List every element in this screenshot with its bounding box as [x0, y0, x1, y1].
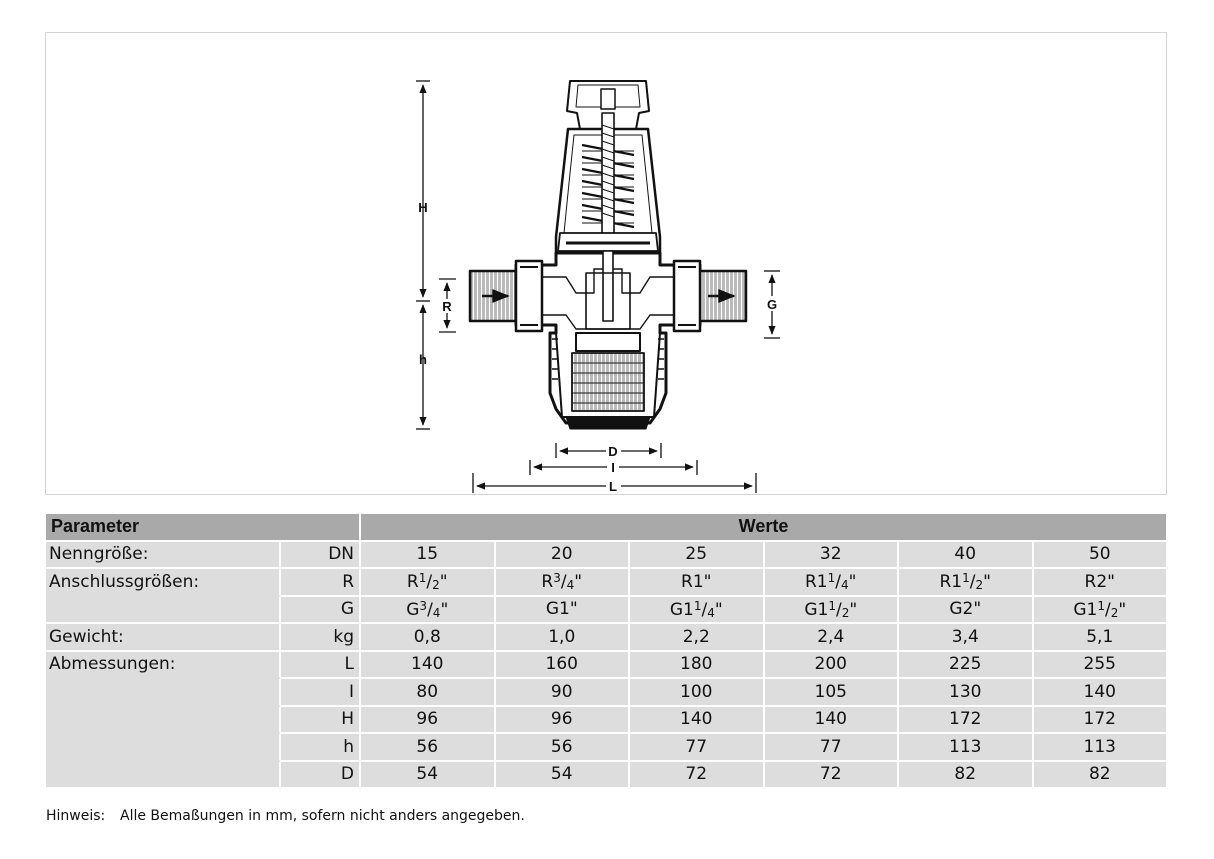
value-cell: [1034, 597, 1169, 625]
value-part-sep: /: [560, 572, 567, 593]
value-cell: 225: [899, 652, 1034, 680]
row-unit: L: [281, 652, 361, 680]
valve-body: [470, 81, 746, 429]
value-cell: 130: [899, 679, 1034, 707]
value-cell: 100: [630, 679, 765, 707]
value-cell: 96: [361, 707, 496, 735]
row-unit: R: [281, 569, 361, 597]
row-unit: kg: [281, 624, 361, 652]
value-cell: 255: [1034, 652, 1169, 680]
value-cell: 180: [630, 652, 765, 680]
value-cell: 80: [361, 679, 496, 707]
value-cell: G2": [899, 597, 1034, 625]
value-part-sup: 3: [553, 571, 561, 586]
value-cell: 140: [630, 707, 765, 735]
value-part-post: ": [714, 599, 723, 620]
row-unit: h: [281, 734, 361, 762]
value-part-pre: G1: [804, 599, 829, 620]
value-part-sup: 1: [418, 571, 427, 586]
row-unit: I: [281, 679, 361, 707]
value-part-sub: 4: [841, 578, 849, 593]
table-row: [46, 734, 1168, 762]
value-part-pre: G1: [1073, 599, 1098, 620]
value-part-post: ": [848, 572, 857, 593]
value-cell: 2,2: [630, 624, 765, 652]
dimension-h: [416, 301, 430, 429]
value-part-sup: 1: [827, 571, 836, 586]
value-cell: 1,0: [496, 624, 631, 652]
technical-data-table: [46, 514, 1168, 789]
value-part-post: ": [1118, 599, 1127, 620]
value-part-sub: 2: [841, 605, 850, 620]
value-part-sep: /: [835, 599, 842, 620]
value-cell: 140: [361, 652, 496, 680]
value-part-pre: R1: [805, 572, 828, 593]
dimension-R: [439, 279, 456, 332]
row-label: Anschlussgrößen:: [46, 569, 281, 597]
value-part-sep: /: [426, 572, 433, 593]
value-cell: 77: [765, 734, 900, 762]
value-part-pre: G: [406, 599, 420, 620]
value-cell: 2,4: [765, 624, 900, 652]
value-part-sep: /: [701, 599, 708, 620]
value-cell: [361, 597, 496, 625]
value-part-post: ": [440, 599, 449, 620]
value-cell: 3,4: [899, 624, 1034, 652]
value-cell: 82: [899, 762, 1034, 790]
value-cell: [496, 569, 631, 597]
value-cell: [765, 597, 900, 625]
value-cell: 200: [765, 652, 900, 680]
table-row: [46, 542, 1168, 570]
value-part-sup: 3: [419, 598, 428, 613]
dimension-I: [530, 460, 697, 475]
footnote: [46, 808, 525, 824]
value-part-sep: /: [427, 599, 433, 620]
value-part-pre: R1: [939, 572, 963, 593]
value-part-post: ": [983, 572, 991, 593]
row-label: Gewicht:: [46, 624, 281, 652]
value-cell: 160: [496, 652, 631, 680]
value-cell: 40: [899, 542, 1034, 570]
dim-label-I: I: [611, 460, 615, 475]
value-cell: 5,1: [1034, 624, 1169, 652]
value-part-sup: 1: [962, 571, 970, 586]
pressure-reducer-cross-section: [46, 33, 1168, 496]
value-part-sub: 2: [975, 578, 984, 593]
value-part-sub: 4: [566, 578, 575, 593]
value-part-sep: /: [835, 572, 842, 593]
value-cell: 77: [630, 734, 765, 762]
value-cell: 90: [496, 679, 631, 707]
dimension-L: [473, 473, 756, 494]
value-cell: 54: [496, 762, 631, 790]
value-part-sub: 2: [432, 578, 440, 593]
parameter-header: Parameter: [46, 514, 361, 542]
value-cell: 25: [630, 542, 765, 570]
table-row: [46, 707, 1168, 735]
dimension-H: [416, 81, 430, 297]
value-cell: 82: [1034, 762, 1169, 790]
value-part-pre: R: [541, 572, 554, 593]
row-label: [46, 734, 281, 762]
value-part-sub: 4: [707, 605, 715, 620]
value-cell: 20: [496, 542, 631, 570]
value-cell: [899, 569, 1034, 597]
value-part-sup: 1: [693, 598, 702, 613]
value-part-post: ": [849, 599, 858, 620]
values-header: Werte: [361, 514, 1168, 542]
filter-screen: [572, 353, 644, 411]
value-cell: 32: [765, 542, 900, 570]
value-cell: 172: [899, 707, 1034, 735]
dim-label-L: L: [609, 479, 617, 494]
value-cell: 72: [765, 762, 900, 790]
value-cell: 105: [765, 679, 900, 707]
dimension-D: [556, 443, 661, 459]
value-cell: 56: [496, 734, 631, 762]
value-cell: 140: [1034, 679, 1169, 707]
table-header-row: [46, 514, 1168, 542]
value-cell: 15: [361, 542, 496, 570]
value-part-sub: 4: [432, 605, 441, 620]
row-unit: DN: [281, 542, 361, 570]
value-part-sep: /: [969, 572, 976, 593]
value-part-pre: G1: [669, 599, 694, 620]
value-cell: 113: [1034, 734, 1169, 762]
row-label: [46, 679, 281, 707]
value-part-post: ": [574, 572, 583, 593]
dim-label-h: h: [419, 352, 427, 367]
row-unit: D: [281, 762, 361, 790]
value-cell: 140: [765, 707, 900, 735]
value-cell: [630, 597, 765, 625]
value-part-sup: 1: [828, 598, 836, 613]
dimension-G: [764, 271, 780, 338]
value-cell: 56: [361, 734, 496, 762]
table-row: [46, 679, 1168, 707]
dim-label-D: D: [608, 444, 618, 459]
value-cell: G1": [496, 597, 631, 625]
value-cell: 50: [1034, 542, 1169, 570]
dim-label-R: R: [442, 299, 452, 314]
table-row: [46, 597, 1168, 625]
value-part-sub: 2: [1110, 605, 1119, 620]
value-cell: 96: [496, 707, 631, 735]
table-row: [46, 624, 1168, 652]
row-label: [46, 597, 281, 625]
footnote-label: Hinweis:: [46, 808, 106, 824]
value-cell: [765, 569, 900, 597]
value-cell: R1": [630, 569, 765, 597]
footnote-text: Alle Bemaßungen in mm, sofern nicht anders angegeben.: [120, 808, 525, 824]
table-row: [46, 569, 1168, 597]
table-row: [46, 652, 1168, 680]
value-cell: 113: [899, 734, 1034, 762]
row-unit: G: [281, 597, 361, 625]
row-label: [46, 762, 281, 790]
dim-label-H: H: [418, 200, 428, 215]
value-part-post: ": [439, 572, 448, 593]
value-cell: R2": [1034, 569, 1169, 597]
value-cell: 72: [630, 762, 765, 790]
value-cell: [361, 569, 496, 597]
valve-drawing-frame: [45, 32, 1167, 495]
value-cell: 54: [361, 762, 496, 790]
value-part-pre: R: [406, 572, 419, 593]
value-part-sup: 1: [1097, 598, 1105, 613]
table-row: [46, 762, 1168, 790]
dim-label-G: G: [766, 297, 778, 312]
value-part-sep: /: [1104, 599, 1111, 620]
row-label: Abmessungen:: [46, 652, 281, 680]
row-label: Nenngröße:: [46, 542, 281, 570]
value-cell: 0,8: [361, 624, 496, 652]
row-unit: H: [281, 707, 361, 735]
row-label: [46, 707, 281, 735]
value-cell: 172: [1034, 707, 1169, 735]
